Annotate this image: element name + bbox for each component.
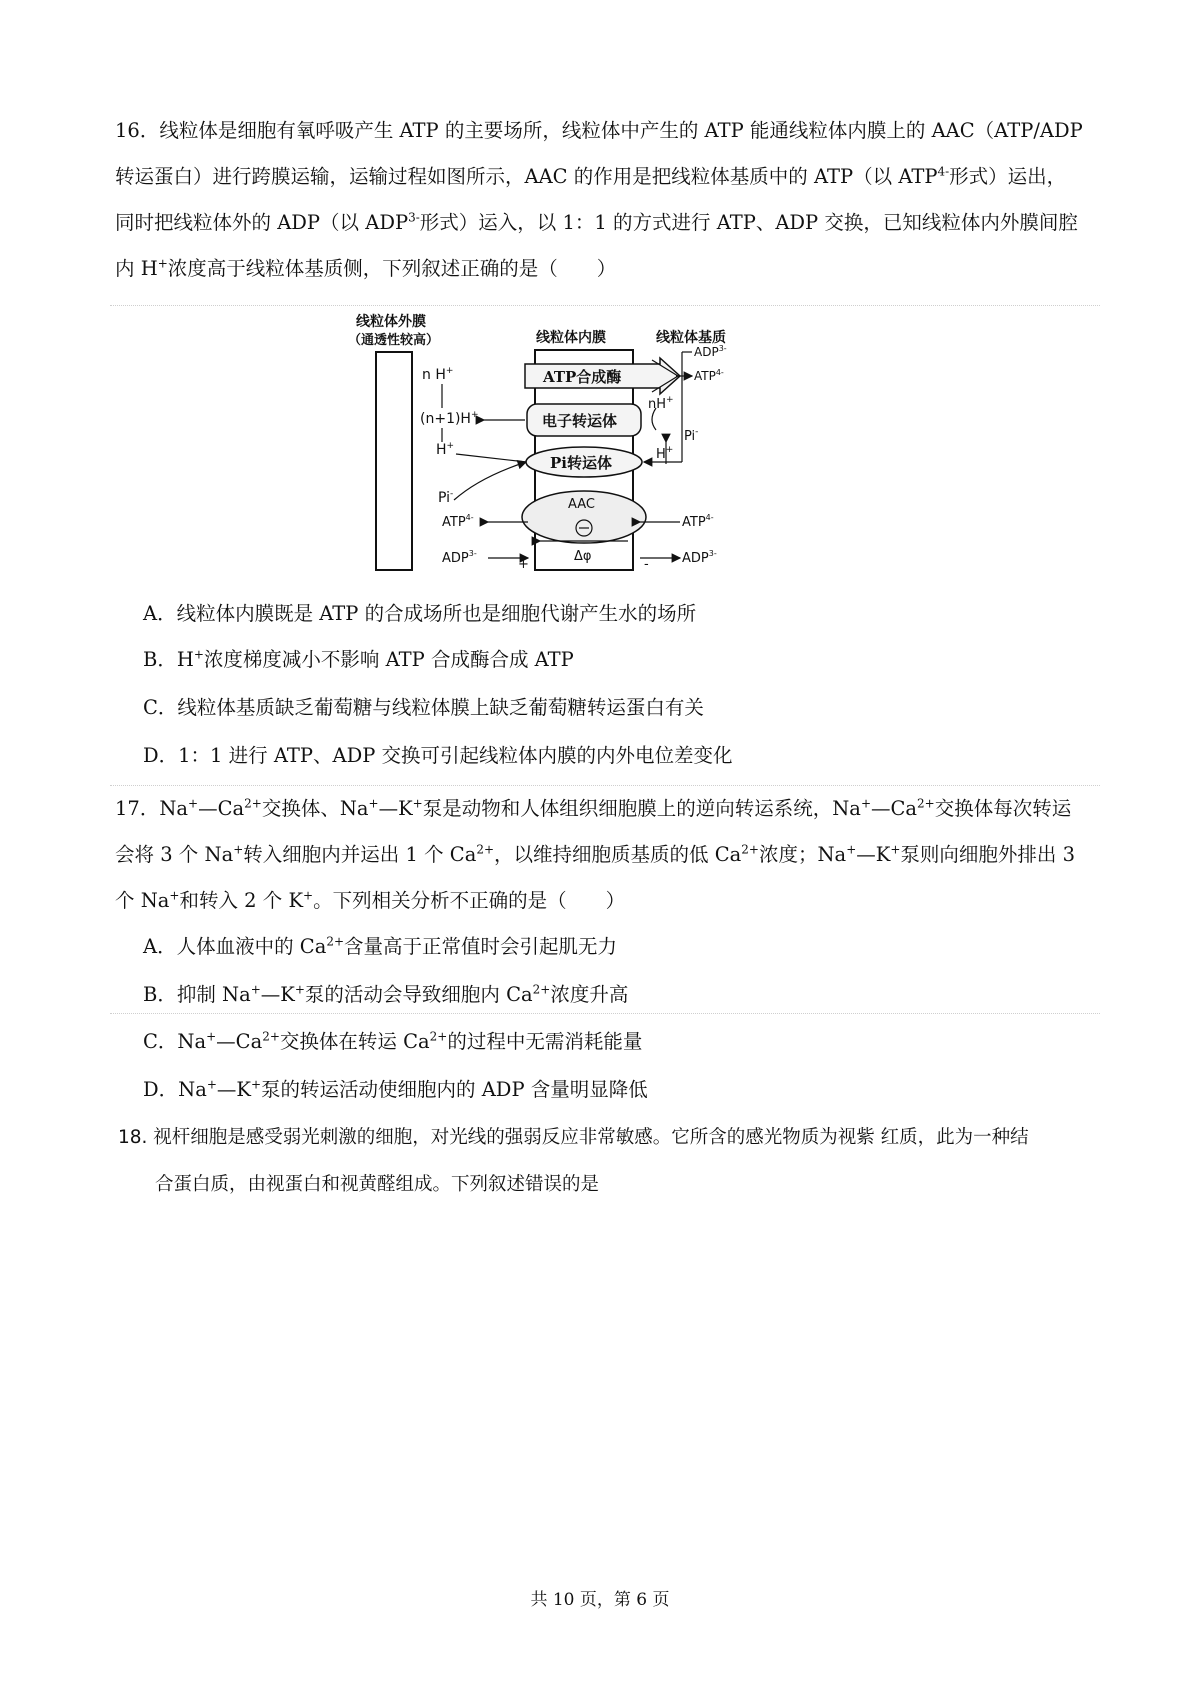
nh-label: n H+ bbox=[422, 366, 454, 383]
page-footer: 共 10 页，第 6 页 bbox=[530, 1590, 670, 1610]
sign-minus: - bbox=[644, 557, 649, 572]
q17-option-d: D．Na+—K+泵的转运活动使细胞内的 ADP 含量明显降低 bbox=[143, 1077, 648, 1101]
q16-line-3-text: 同时把线粒体外的 ADP（以 ADP bbox=[115, 211, 409, 234]
h-left-label: H+ bbox=[436, 441, 455, 458]
outer-membrane-shape bbox=[376, 352, 412, 570]
q17-option-b: B．抑制 Na+—K+泵的活动会导致细胞内 $Ca^{2+}$浓度升高 bbox=[143, 982, 629, 1006]
q16-option-a: A．线粒体内膜既是 ATP 的合成场所也是细胞代谢产生水的场所 bbox=[143, 602, 697, 625]
q16-line-3-tail: 形式）运入，以 1：1 的方式进行 ATP、ADP 交换，已知线粒体内外膜间腔 bbox=[419, 211, 1078, 234]
pi-left-label: Pi- bbox=[438, 489, 454, 506]
q16-line-1: 16．线粒体是细胞有氧呼吸产生 ATP 的主要场所，线粒体中产生的 ATP 能通线粒体内膜上的 AAC（ATP/ADP bbox=[115, 119, 1083, 142]
delta-phi-label: Δφ bbox=[574, 549, 592, 564]
q16-line-4 bbox=[115, 246, 1100, 292]
atp-right-label: $ATP^{4-}$ bbox=[682, 513, 714, 530]
nh-right-label: nH+ bbox=[648, 395, 674, 412]
q17-option-c: C．$Na^+—Ca^{2+}$交换体在转运 $Ca^{2+}$的过程中无需消耗能量 bbox=[143, 1029, 643, 1053]
pi-right-label: Pi- bbox=[684, 427, 699, 444]
atp-left-label: $ATP^{4-}$ bbox=[442, 513, 474, 530]
atp-synthase-label: ATP合成酶 bbox=[543, 368, 622, 386]
aac-label: AAC bbox=[568, 497, 595, 512]
atp-matrix-label: $ATP^{4-}$ bbox=[694, 368, 724, 383]
superscript: 4- bbox=[937, 164, 950, 179]
q16-line-2 bbox=[115, 154, 1100, 200]
q18-line-1: 18. 视杆细胞是感受弱光刺激的细胞，对光线的强弱反应非常敏感。它所含的感光物质为视紫 红质，此为一种结 bbox=[118, 1127, 1029, 1148]
q16-line-4-tail: 浓度高于线粒体基质侧，下列叙述正确的是（ ） bbox=[167, 257, 617, 280]
question-17-stem bbox=[115, 786, 1115, 924]
q16-line-3 bbox=[115, 200, 1100, 246]
q16-option-b bbox=[143, 645, 574, 675]
q18-line-2: 合蛋白质，由视蛋白和视黄醛组成。下列叙述错误的是 bbox=[155, 1174, 600, 1195]
adp-right-label: $ADP^{3-}$ bbox=[682, 549, 717, 566]
superscript: + bbox=[157, 256, 168, 271]
question-16-stem bbox=[115, 108, 1100, 292]
sign-plus: + bbox=[518, 557, 529, 572]
superscript: 3- bbox=[408, 210, 420, 225]
outer-membrane-note: （通透性较高） bbox=[348, 333, 440, 348]
divider bbox=[110, 305, 1100, 306]
adp-left-label: $ADP^{3-}$ bbox=[442, 549, 477, 566]
outer-membrane-label: 线粒体外膜 bbox=[356, 314, 426, 330]
n1h-label: (n+1)H+ bbox=[420, 410, 479, 427]
q16-option-d: D．1：1 进行 ATP、ADP 交换可引起线粒体内膜的内外电位差变化 bbox=[143, 744, 733, 767]
option-b-prefix: B．H bbox=[143, 648, 194, 671]
pi-transporter-label: Pi转运体 bbox=[550, 454, 612, 472]
mitochondria-transport-diagram bbox=[348, 312, 780, 580]
q16-line-4-text: 内 H bbox=[115, 257, 158, 280]
inner-membrane-label: 线粒体内膜 bbox=[536, 330, 606, 346]
superscript: + bbox=[193, 647, 204, 662]
q16-line-2-text: 转运蛋白）进行跨膜运输，运输过程如图所示，AAC 的作用是把线粒体基质中的 ATP（以 ATP bbox=[115, 165, 938, 188]
q17-line-1: 17．$Na^+—Ca^{2+}$交换体、Na+—K+泵是动物和人体组织细胞膜上的逆向转运系统，$Na^+—Ca^{2+}$交换体每次转运 bbox=[115, 796, 1072, 820]
h-right-label: H+ bbox=[656, 445, 674, 462]
adp-matrix-label: $ADP^{3-}$ bbox=[694, 344, 727, 359]
electron-transporter-label: 电子转运体 bbox=[542, 412, 618, 430]
q16-line-2-tail: 形式）运出， bbox=[949, 165, 1067, 188]
q17-line-2: 会将 3 个 Na+转入细胞内并运出 1 个 $Ca^{2+}$，以维持细胞质基质的低 $Ca^{2+}$浓度；Na+—K+泵则向细胞外排出 3 bbox=[115, 842, 1075, 866]
matrix-label: 线粒体基质 bbox=[656, 330, 726, 346]
q17-line-3: 个 Na+和转入 2 个 K+。下列相关分析不正确的是（ ） bbox=[115, 888, 626, 912]
q16-option-c: C．线粒体基质缺乏葡萄糖与线粒体膜上缺乏葡萄糖转运蛋白有关 bbox=[143, 696, 704, 719]
option-b-text: 浓度梯度减小不影响 ATP 合成酶合成 ATP bbox=[203, 648, 574, 671]
divider bbox=[110, 1013, 1100, 1014]
q17-option-a: A．人体血液中的 $Ca^{2+}$含量高于正常值时会引起肌无力 bbox=[143, 934, 618, 958]
